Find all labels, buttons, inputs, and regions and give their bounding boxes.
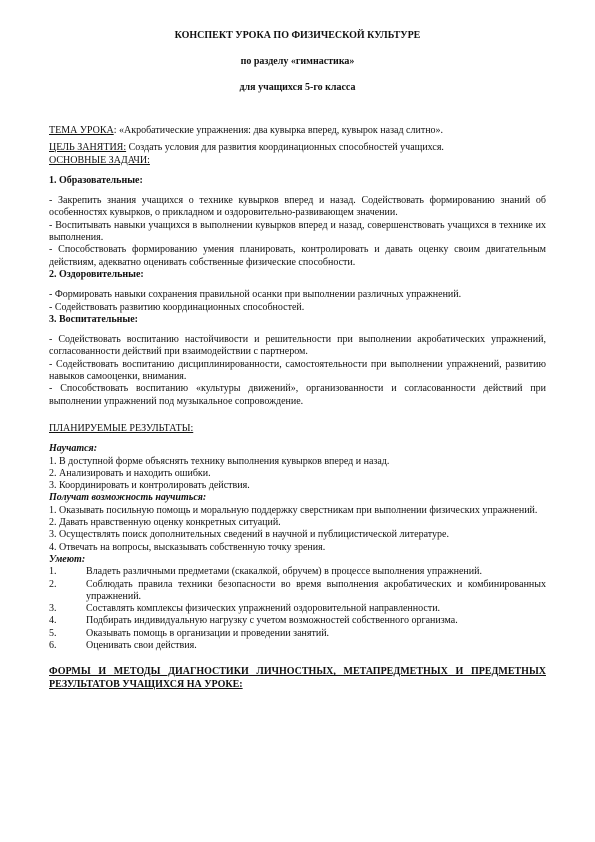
upbringing-heading: 3. Воспитательные: <box>49 313 138 325</box>
chance-heading: Получат возможность научиться: <box>49 492 207 504</box>
can-item-number: 4. <box>49 615 57 627</box>
educational-heading: 1. Образовательные: <box>49 174 143 186</box>
can-item <box>49 615 546 627</box>
chance-item: 3. Осуществлять поиск дополнительных сведений в научной и публицистической литературе. <box>49 529 449 541</box>
learn-item: 2. Анализировать и находить ошибки. <box>49 467 211 479</box>
educational-item: - Способствовать формированию умения планировать, контролировать и давать оценку своим двигательным действиям, адекватно оценивать собственные физические способности. <box>49 244 546 268</box>
health-item: - Содействовать развитию координационных способностей. <box>49 301 305 313</box>
upbringing-item: - Способствовать воспитанию «культуры движений», организованности и согласованности действий при выполнении упражнений под музыкальное сопровождение. <box>49 383 546 407</box>
can-item <box>49 603 546 615</box>
topic-text: : «Акробатические упражнения: два кувырка вперед, кувырок назад слитно». <box>113 125 444 136</box>
educational-item: - Воспитывать навыки учащихся в выполнении кувырков вперед и назад, совершенствовать учащихся в технике их выполнения. <box>49 219 546 244</box>
chance-item: 2. Давать нравственную оценку конкретных ситуаций. <box>49 517 281 529</box>
topic-line <box>49 125 546 137</box>
goal-text: Создать условия для развития координационных способностей учащихся. <box>126 142 444 154</box>
can-item-number: 3. <box>49 603 57 615</box>
document-grade: для учащихся 5-го класса <box>239 82 356 93</box>
can-item-text: Соблюдать правила техники безопасности во время выполнения акробатических и комбинированных упражнений. <box>86 578 546 602</box>
can-item-number: 5. <box>49 627 57 639</box>
chance-item: 1. Оказывать посильную помощь и моральную поддержку сверстникам при выполнении физических упражнений. <box>49 504 538 516</box>
chance-item: 4. Отвечать на вопросы, высказывать собственную точку зрения. <box>49 541 326 553</box>
goal-label: ЦЕЛЬ ЗАНЯТИЯ: <box>49 142 127 154</box>
can-item <box>49 579 546 604</box>
learn-item: 3. Координировать и контролировать действия. <box>49 480 250 492</box>
can-item-number: 1. <box>49 566 57 578</box>
can-item-number: 6. <box>49 639 57 651</box>
health-item: - Формировать навыки сохранения правильной осанки при выполнении различных упражнений. <box>49 289 462 301</box>
planned-results-heading: ПЛАНИРУЕМЫЕ РЕЗУЛЬТАТЫ: <box>49 422 194 434</box>
can-item-text: Составлять комплексы физических упражнений оздоровительной направленности. <box>86 603 441 615</box>
can-item <box>49 628 546 640</box>
can-item <box>49 566 546 578</box>
can-heading: Умеют: <box>49 553 86 565</box>
can-item-text: Подбирать индивидуальную нагрузку с учетом возможностей собственного организма. <box>86 615 458 627</box>
can-item-text: Оценивать свои действия. <box>86 639 197 651</box>
educational-item: - Закрепить знания учащихся о технике кувырков вперед и назад. Содействовать формированию знаний об особенностях кувырков, о прикладном и оздоровительно-развивающем значении. <box>49 195 546 219</box>
can-item <box>49 640 546 652</box>
can-item-text: Владеть различными предметами (скакалкой, обручем) в процессе выполнения упражнений. <box>86 566 482 578</box>
document-body <box>49 24 546 691</box>
goal-line <box>49 142 546 154</box>
document-section: по разделу «гимнастика» <box>240 56 355 67</box>
forms-methods-heading: ФОРМЫ И МЕТОДЫ ДИАГНОСТИКИ ЛИЧНОСТНЫХ, МЕТАПРЕДМЕТНЫХ И ПРЕДМЕТНЫХ РЕЗУЛЬТАТОВ УЧАЩИХСЯ НА УРОКЕ: <box>49 666 546 690</box>
upbringing-item: - Содействовать воспитанию дисциплинированности, самостоятельности при выполнении упражнений, развитию навыков самооценки, внимания. <box>49 358 546 383</box>
can-item-text: Оказывать помощь в организации и проведении занятий. <box>86 627 330 639</box>
learn-heading: Научатся: <box>49 443 98 455</box>
health-heading: 2. Оздоровительные: <box>49 268 144 280</box>
document-title: КОНСПЕКТ УРОКА ПО ФИЗИЧЕСКОЙ КУЛЬТУРЕ <box>174 30 421 41</box>
learn-item: 1. В доступной форме объяснять технику выполнения кувырков вперед и назад. <box>49 455 390 467</box>
can-item-number: 2. <box>49 578 57 590</box>
upbringing-item: - Содействовать воспитанию настойчивости и решительности при выполнении акробатических упражнений, согласованности действий при взаимодействии с партнером. <box>49 334 546 358</box>
topic-label: ТЕМА УРОКА <box>49 125 114 136</box>
main-tasks-heading: ОСНОВНЫЕ ЗАДАЧИ: <box>49 154 150 166</box>
